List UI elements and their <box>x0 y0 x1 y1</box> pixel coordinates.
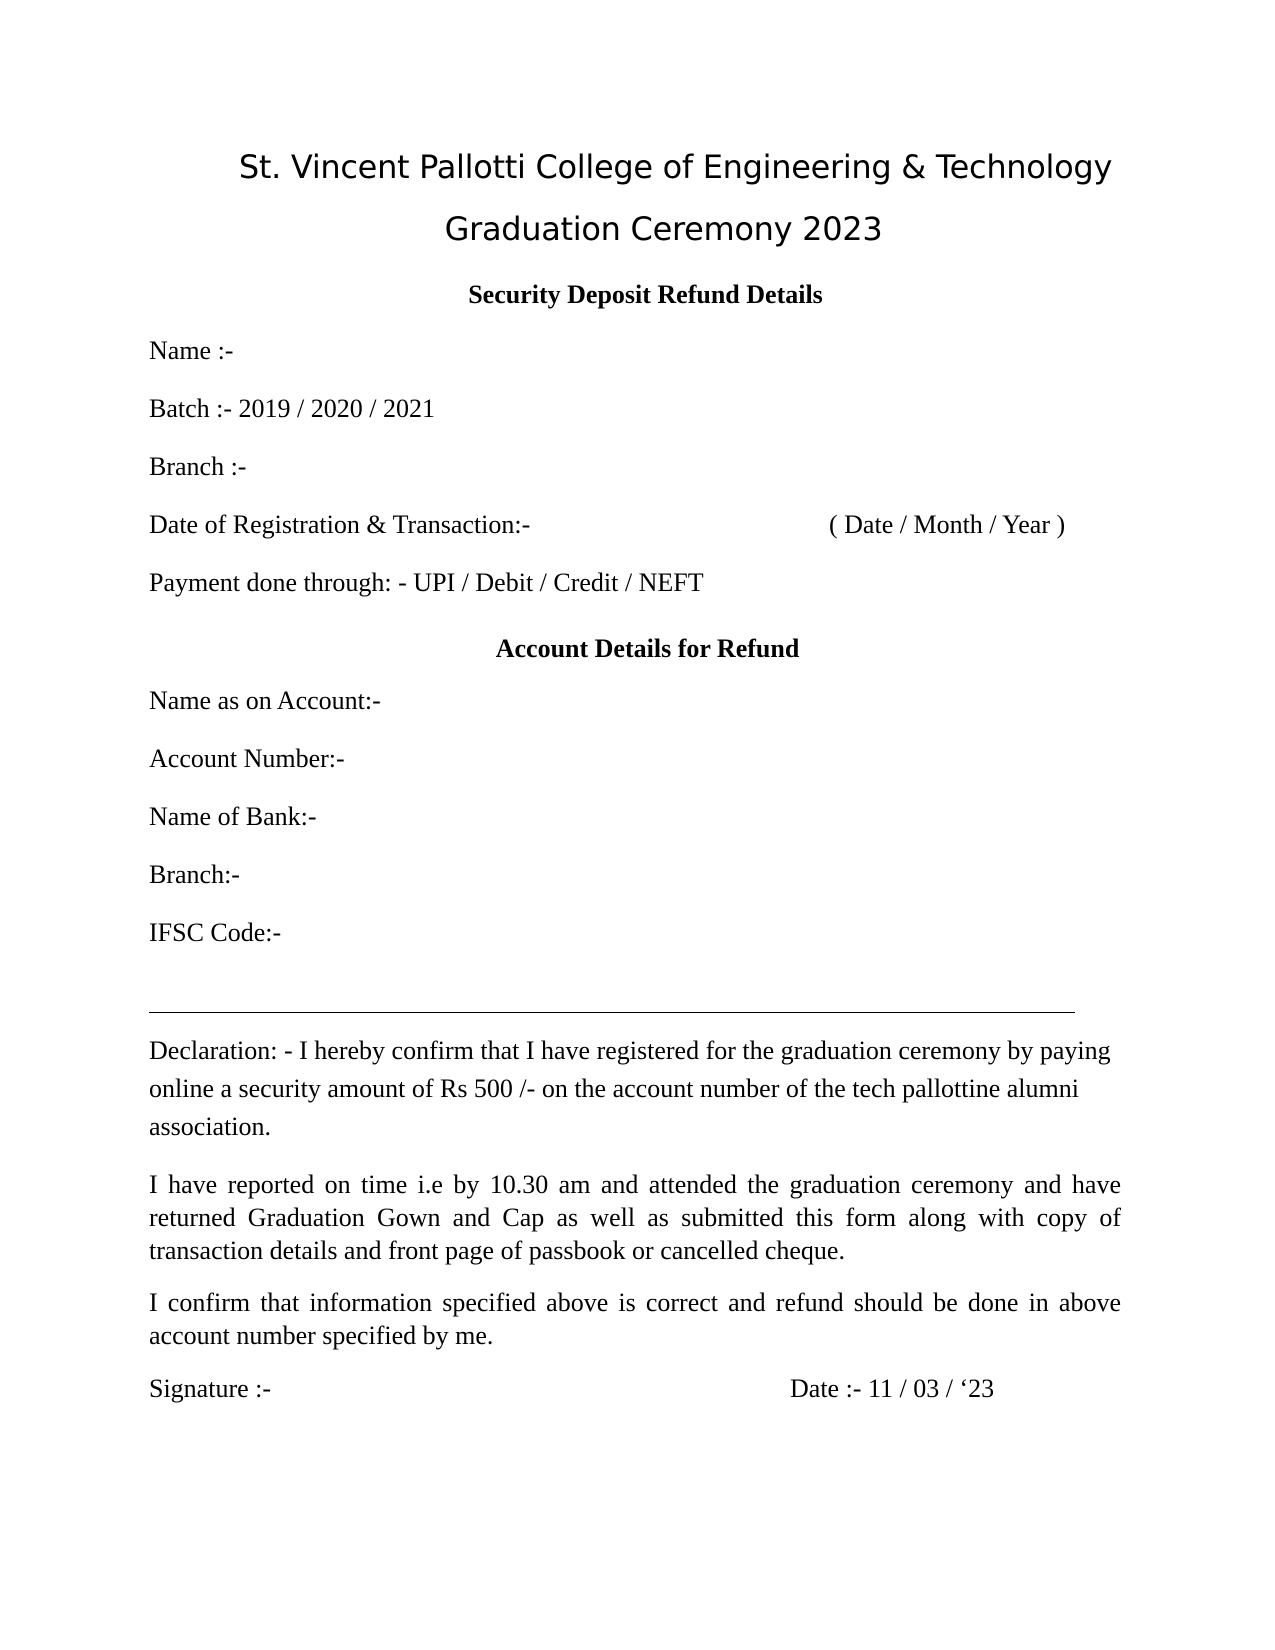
declaration-paragraph: Declaration: - I hereby confirm that I have registered for the graduation ceremony by paying online a security amount of Rs 500 /- on the account number of the tech pallottine alumni association. <box>149 1036 1111 1141</box>
signature-label: Signature :- <box>149 1374 272 1403</box>
ifsc-code-label: IFSC Code:- <box>149 918 282 947</box>
batch-field-label: Batch :- 2019 / 2020 / 2021 <box>149 394 435 423</box>
branch-field-label: Branch :- <box>149 452 247 481</box>
account-name-label: Name as on Account:- <box>149 686 381 715</box>
account-number-label: Account Number:- <box>149 744 345 773</box>
bank-name-label: Name of Bank:- <box>149 802 317 831</box>
payment-method-label: Payment done through: - UPI / Debit / Credit / NEFT <box>149 568 704 597</box>
reporting-paragraph: I have reported on time i.e by 10.30 am and attended the graduation ceremony and have returned Graduation Gown and Cap as well as submitted this form along with copy of transaction details and front page of passbook or cancelled cheque. <box>149 1170 1121 1265</box>
account-details-heading: Account Details for Refund <box>495 634 800 663</box>
security-deposit-heading: Security Deposit Refund Details <box>468 280 823 309</box>
confirmation-paragraph: I confirm that information specified above is correct and refund should be done in above account number specified by me. <box>149 1288 1121 1350</box>
separator-line <box>149 1012 1075 1013</box>
date-format-hint: ( Date / Month / Year ) <box>829 510 1066 539</box>
form-date: Date :- 11 / 03 / ‘23 <box>790 1374 995 1403</box>
name-field-label: Name :- <box>149 336 234 365</box>
bank-branch-label: Branch:- <box>149 860 240 889</box>
college-title: St. Vincent Pallotti College of Engineering & Technology <box>238 148 1113 186</box>
ceremony-title: Graduation Ceremony 2023 <box>444 210 883 248</box>
registration-date-label: Date of Registration & Transaction:- <box>149 510 531 539</box>
